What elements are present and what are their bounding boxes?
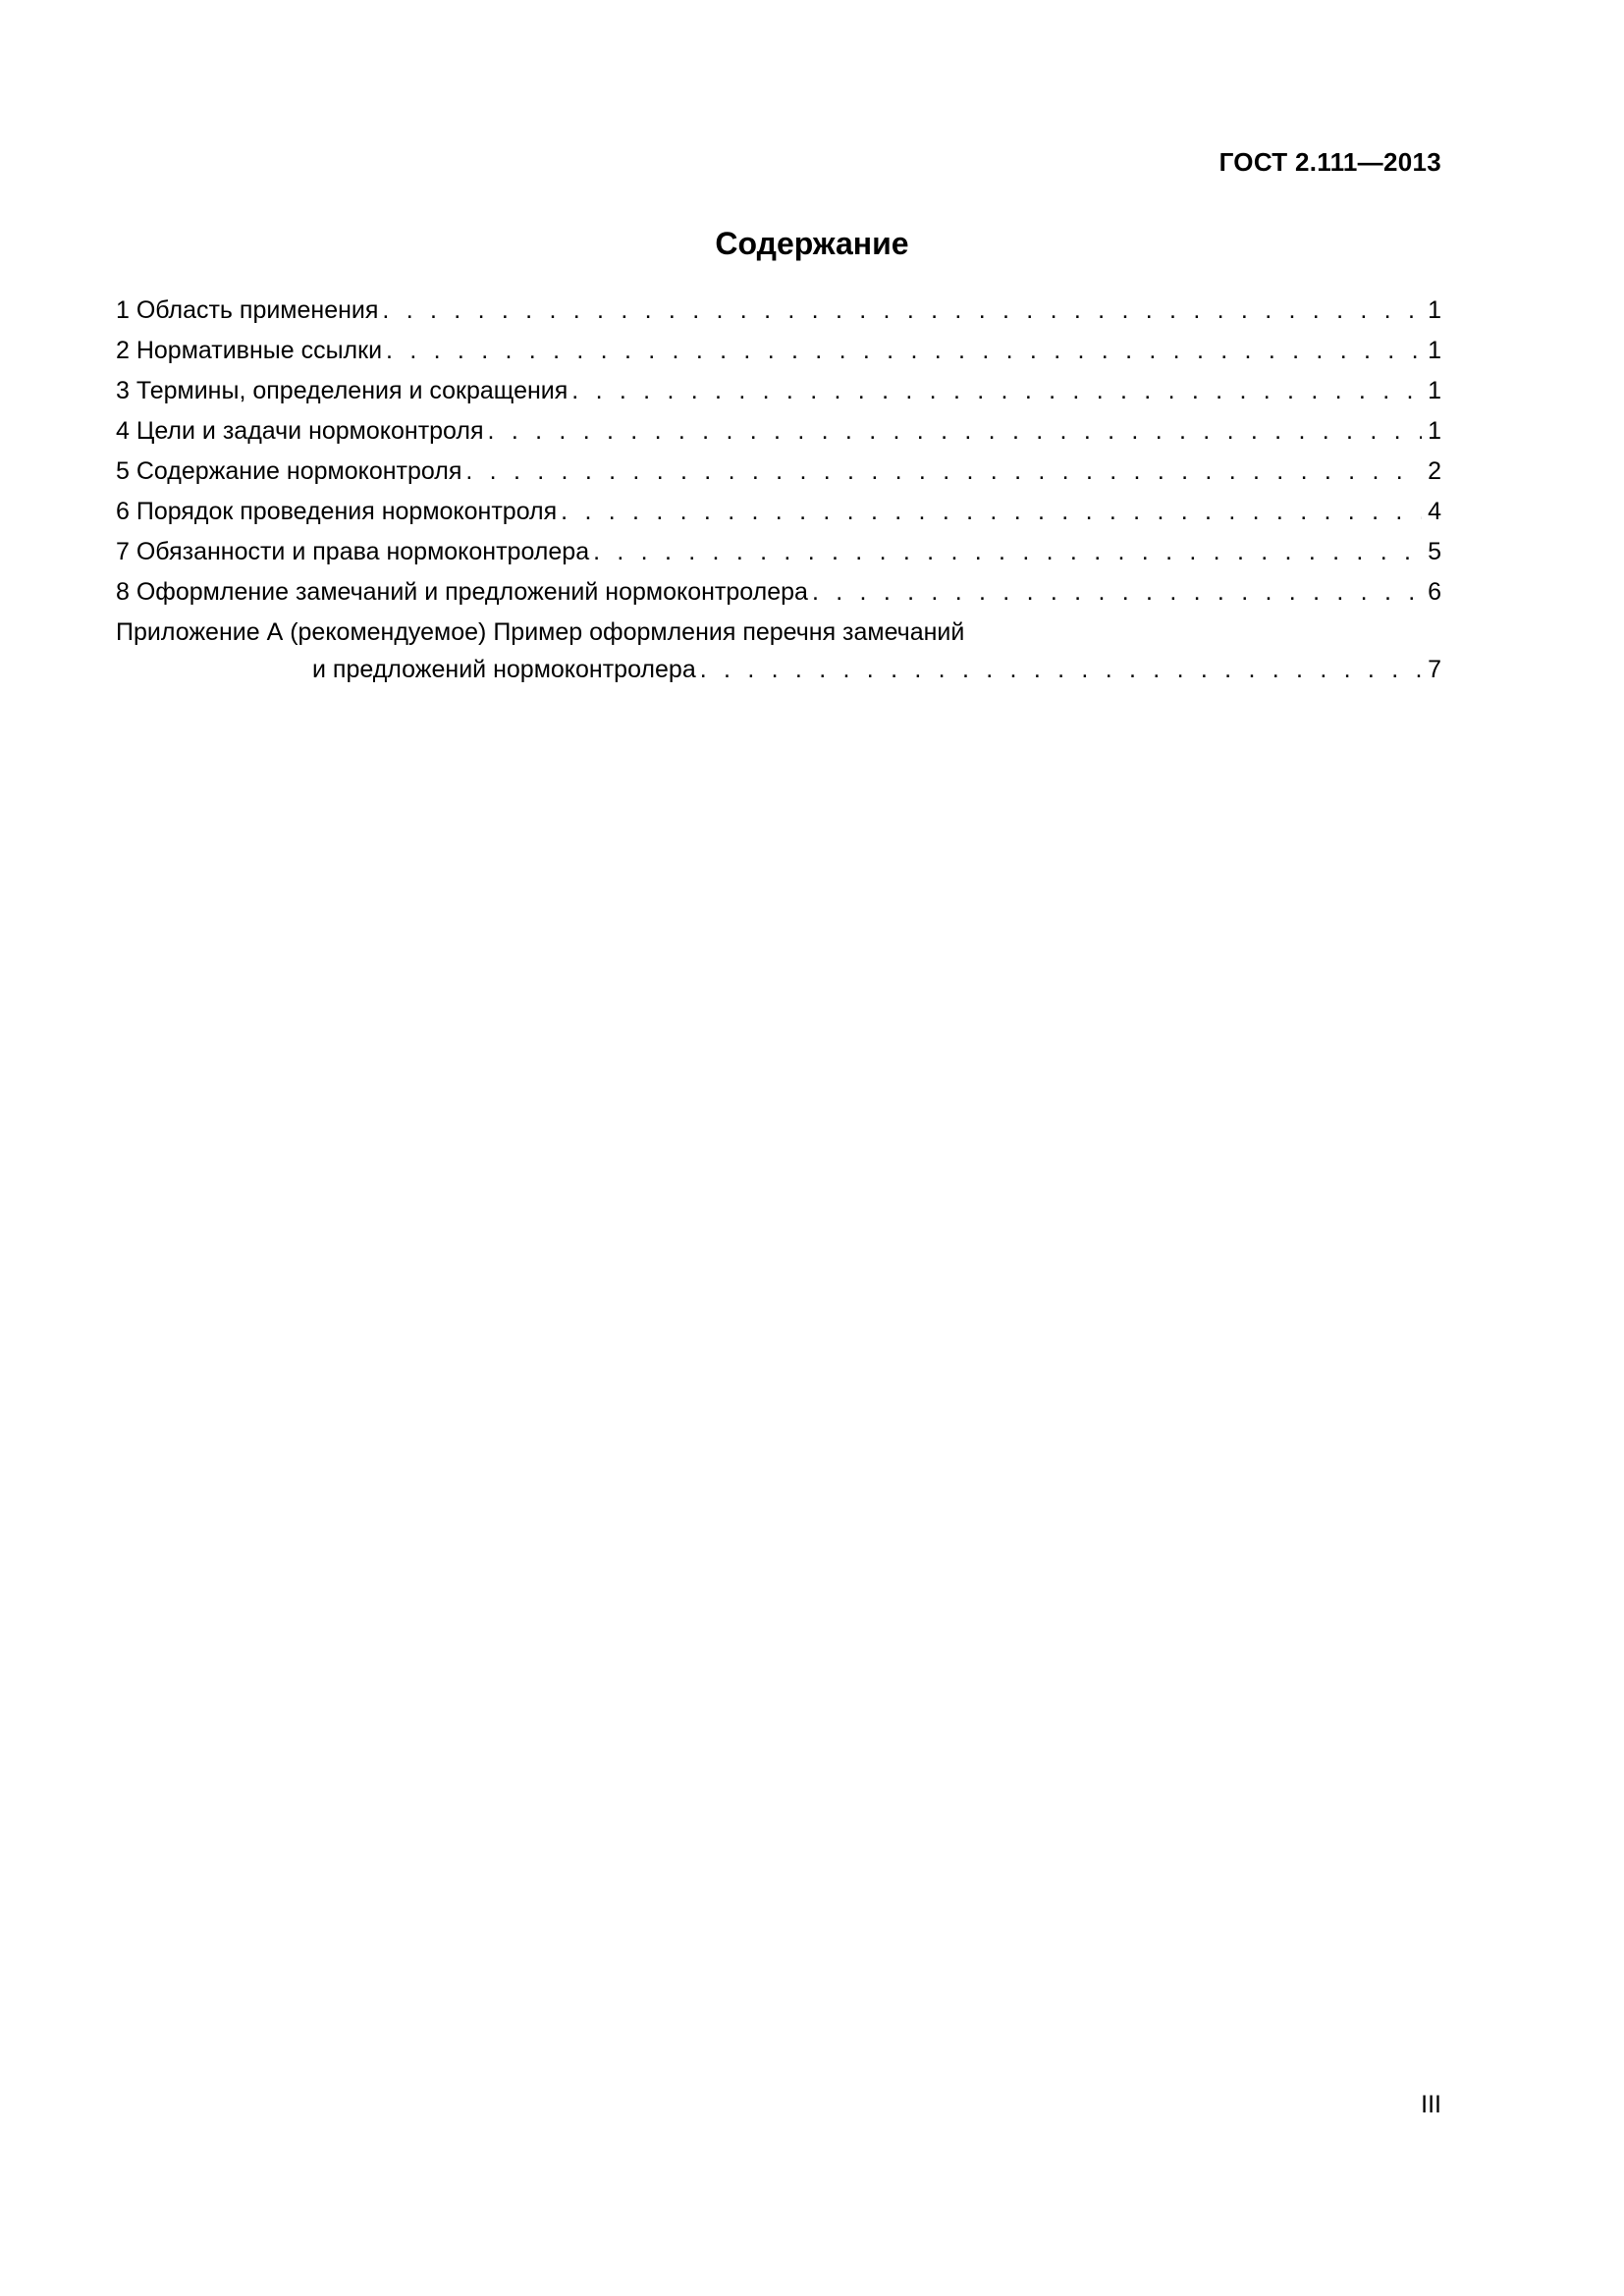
- toc-entry-label: 2 Нормативные ссылки: [116, 337, 383, 364]
- toc-entry-page: 2: [1428, 457, 1441, 485]
- toc-dot-leader: [488, 411, 1422, 452]
- page-number: III: [1421, 2091, 1441, 2118]
- toc-entry-page: 5: [1428, 538, 1441, 565]
- toc-dot-leader: [571, 371, 1422, 411]
- toc-entry-page: 1: [1428, 377, 1441, 404]
- toc-entry-label: 3 Термины, определения и сокращения: [116, 377, 568, 404]
- toc-dot-leader: [812, 572, 1422, 613]
- document-code: ГОСТ 2.111—2013: [1218, 147, 1441, 177]
- toc-entry[interactable]: [116, 532, 1441, 572]
- toc-entry-label: 7 Обязанности и права нормоконтролера: [116, 538, 590, 565]
- toc-dot-leader: [386, 331, 1422, 371]
- toc-entry[interactable]: [116, 371, 1441, 411]
- toc-entry-label: 8 Оформление замечаний и предложений нормоконтролера: [116, 578, 808, 606]
- toc-dot-leader: [700, 652, 1422, 687]
- table-of-contents: [116, 291, 1441, 691]
- toc-dot-leader: [561, 492, 1422, 532]
- toc-entry-page: 4: [1428, 498, 1441, 525]
- toc-entry-page: 1: [1428, 337, 1441, 364]
- toc-dot-leader: [465, 452, 1422, 492]
- toc-title: Содержание: [715, 226, 909, 261]
- toc-entry[interactable]: [116, 291, 1441, 331]
- toc-entry-page: 1: [1428, 417, 1441, 445]
- toc-entry[interactable]: [116, 331, 1441, 371]
- toc-entry-label: 4 Цели и задачи нормоконтроля: [116, 417, 484, 445]
- toc-appendix-label-line2: и предложений нормоконтролера: [312, 656, 696, 683]
- toc-appendix-entry-continued[interactable]: [116, 652, 1441, 691]
- toc-entry-page: 1: [1428, 296, 1441, 324]
- toc-appendix-page: 7: [1428, 656, 1441, 683]
- toc-appendix-entry[interactable]: [116, 613, 1441, 652]
- toc-entry[interactable]: [116, 492, 1441, 532]
- toc-appendix-label-line1: Приложение А (рекомендуемое) Пример оформления перечня замечаний: [116, 618, 965, 646]
- toc-entry[interactable]: [116, 572, 1441, 613]
- toc-entry[interactable]: [116, 411, 1441, 452]
- toc-entry-label: 1 Область применения: [116, 296, 379, 324]
- toc-entry[interactable]: [116, 452, 1441, 492]
- toc-entry-label: 5 Содержание нормоконтроля: [116, 457, 462, 485]
- toc-entry-label: 6 Порядок проведения нормоконтроля: [116, 498, 558, 525]
- toc-dot-leader: [593, 532, 1422, 572]
- toc-entry-page: 6: [1428, 578, 1441, 606]
- toc-dot-leader: [382, 291, 1422, 331]
